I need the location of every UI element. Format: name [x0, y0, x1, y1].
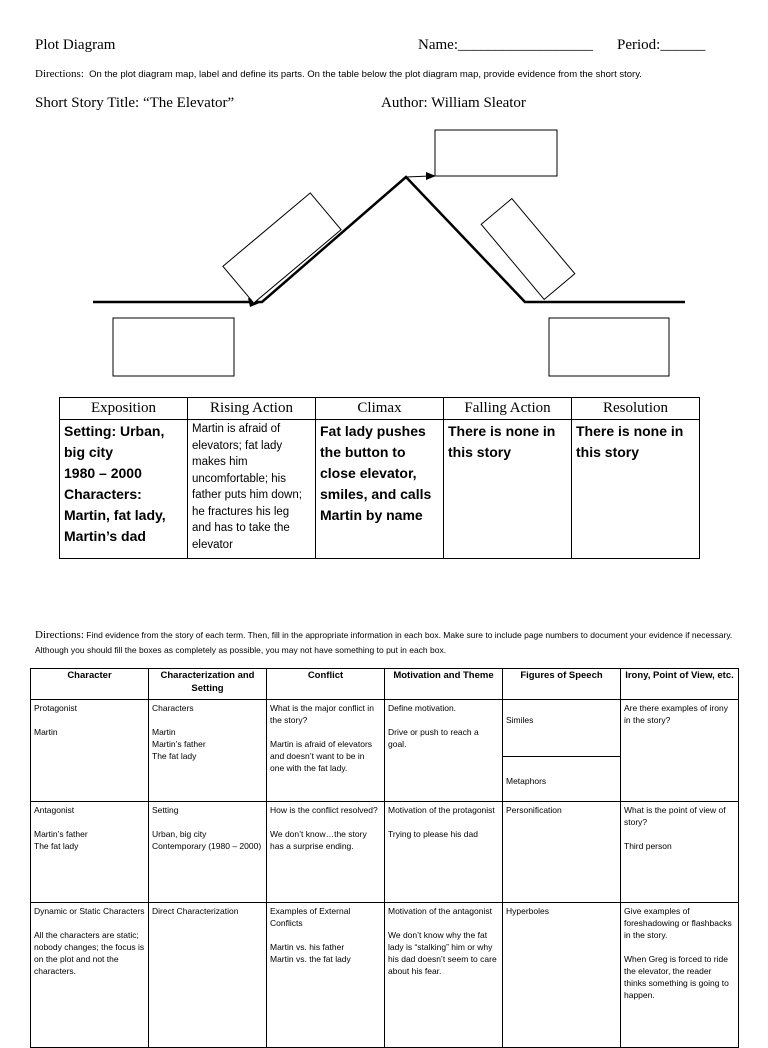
characterization-cell: Setting Urban, big city Contemporary (1980 – 2000): [149, 802, 267, 903]
period-field-label: Period:______: [617, 37, 706, 53]
story-title: Short Story Title: “The Elevator”: [35, 95, 235, 111]
character-cell: Antagonist Martin’s father The fat lady: [31, 802, 149, 903]
name-field-label: Name:__________________: [418, 37, 593, 53]
climax-box: [435, 130, 557, 176]
plot-elements-table: [59, 397, 700, 559]
header-irony: Irony, Point of View, etc.: [621, 669, 739, 700]
figures-cell: [503, 700, 621, 802]
figures-cell: Personification: [503, 802, 621, 903]
header-character: Character: [31, 669, 149, 700]
irony-cell: What is the point of view of story? Third person: [621, 802, 739, 903]
motivation-cell: Motivation of the antagonist We don’t know why the fat lady is “stalking” him or why his dad doesn’t seem to care about his fear.: [385, 903, 503, 1048]
character-cell: Protagonist Martin: [31, 700, 149, 802]
similes-label: Similes: [503, 714, 620, 757]
header-climax: Climax: [316, 398, 444, 420]
resolution-cell: There is none in this story: [572, 420, 700, 559]
directions-label: Directions:: [35, 68, 84, 80]
story-author: Author: William Sleator: [381, 95, 526, 111]
plot-line: [93, 177, 685, 302]
falling-action-cell: There is none in this story: [444, 420, 572, 559]
header-characterization: Characterization and Setting: [149, 669, 267, 700]
climax-cell: Fat lady pushes the button to close elevator, smiles, and calls Martin by name: [316, 420, 444, 559]
metaphors-label: Metaphors: [506, 776, 547, 786]
rising-action-cell: Martin is afraid of elevators; fat lady makes him uncomfortable; his father puts him down; he fractures his leg and has to take the elevator: [188, 420, 316, 559]
directions-text-2: Find evidence from the story of each term. Then, fill in the appropriate information in each box. Make sure to include page numbers to document your evidence if necessary. Although you should fill the boxes as completely as possible, you may not have something to put in each box.: [35, 630, 733, 655]
directions-bottom: [35, 628, 735, 658]
conflict-cell: Examples of External Conflicts Martin vs. his father Martin vs. the fat lady: [267, 903, 385, 1048]
conflict-cell: What is the major conflict in the story? Martin is afraid of elevators and doesn’t want to be in one with the fat lady.: [267, 700, 385, 802]
motivation-cell: Motivation of the protagonist Trying to please his dad: [385, 802, 503, 903]
header-exposition: Exposition: [60, 398, 188, 420]
page-title: Plot Diagram: [35, 37, 116, 53]
character-cell: Dynamic or Static Characters All the characters are static; nobody changes; the focus is on the plot and not the characters.: [31, 903, 149, 1048]
directions-text: On the plot diagram map, label and define its parts. On the table below the plot diagram map, provide evidence from the short story.: [89, 69, 642, 80]
evidence-table: [30, 668, 739, 1048]
header-falling-action: Falling Action: [444, 398, 572, 420]
header-figures-of-speech: Figures of Speech: [503, 669, 621, 700]
header-conflict: Conflict: [267, 669, 385, 700]
directions-top: [35, 68, 642, 80]
falling-action-box: [481, 199, 575, 300]
plot-diagram: [0, 120, 768, 390]
exposition-box: [113, 318, 234, 376]
characterization-cell: Characters Martin Martin’s father The fat lady: [149, 700, 267, 802]
characterization-cell: Direct Characterization: [149, 903, 267, 1048]
header-resolution: Resolution: [572, 398, 700, 420]
irony-cell: Give examples of foreshadowing or flashbacks in the story. When Greg is forced to ride the elevator, the reader thinks something is going to happen.: [621, 903, 739, 1048]
exposition-cell: Setting: Urban, big city 1980 – 2000 Characters: Martin, fat lady, Martin’s dad: [60, 420, 188, 559]
resolution-box: [549, 318, 669, 376]
header-motivation: Motivation and Theme: [385, 669, 503, 700]
irony-cell: Are there examples of irony in the story?: [621, 700, 739, 802]
header-rising-action: Rising Action: [188, 398, 316, 420]
directions-label-2: Directions:: [35, 629, 84, 641]
figures-cell: Hyperboles: [503, 903, 621, 1048]
motivation-cell: Define motivation. Drive or push to reach a goal.: [385, 700, 503, 802]
conflict-cell: How is the conflict resolved? We don’t know…the story has a surprise ending.: [267, 802, 385, 903]
